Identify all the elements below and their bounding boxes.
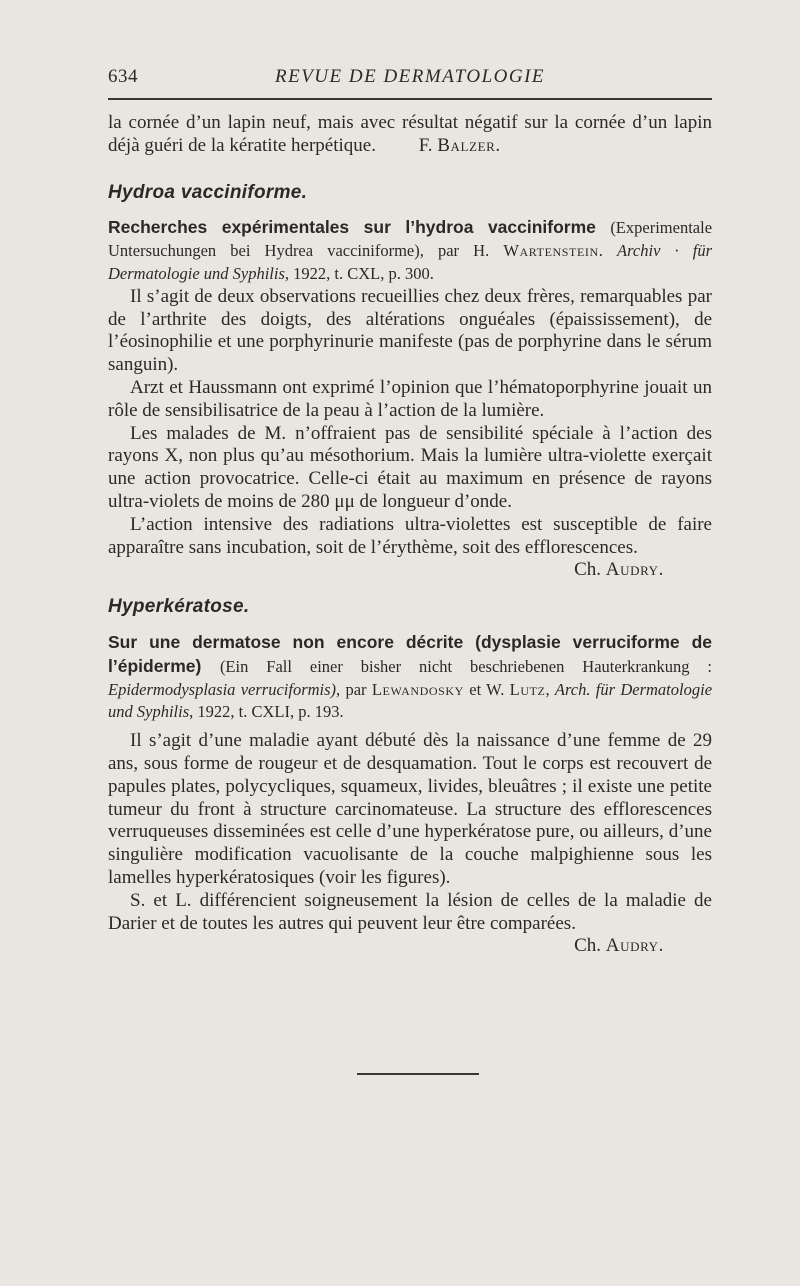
reference-paragraph bbox=[108, 631, 712, 724]
article-author: Wartenstein bbox=[503, 241, 599, 261]
paragraph: Il s’agit de deux observations recueillies chez deux frères, remarquables par de l’arthrite des doigts, des altérations onguéales (épaississement), de l’éosinophilie et une porphyrinurie manifeste (pas de porphyrine dans le sérum sanguin). bbox=[108, 285, 712, 376]
ref-dot: . bbox=[598, 241, 618, 261]
article-translation: (Experimentale Untersuchungen bei Hydrea vacciniforme), bbox=[108, 218, 713, 261]
signature bbox=[108, 559, 712, 582]
signature-name: Audry. bbox=[605, 935, 664, 957]
article-author-2: Lutz bbox=[509, 679, 546, 699]
article-author-1: Lewandosky bbox=[371, 679, 464, 699]
journal-details: , 1922, t. CXLI, p. 193. bbox=[189, 702, 344, 722]
article-body bbox=[108, 112, 712, 958]
signature-name: Audry. bbox=[605, 559, 664, 581]
header-rule bbox=[108, 98, 712, 100]
signature-initial: Ch. bbox=[574, 559, 602, 581]
paragraph: Il s’agit d’une maladie ayant débuté dès la naissance d’une femme de 29 ans, sous forme de rougeur et de desquamation. Tout le corps est recouvert de papules plates, polycycliques, squameux, livides, bleuâtres ; il existe une petite tumeur du front à structure carcinomateuse. La structure des efflorescences verruqueuses disseminées est celle d’une hyperkératose pure, ou ailleurs, d’une singulière modification vacuolisante de la couche malpighienne sous les lamelles hyperkératosiques (voir les figures). bbox=[108, 730, 712, 888]
continued-paragraph bbox=[108, 112, 712, 158]
journal-name: Arch. für Dermatologie und Syphilis bbox=[108, 679, 713, 722]
article-subtitle: Epidermodysplasia verruciformis) bbox=[108, 679, 337, 699]
signature bbox=[108, 935, 712, 958]
ref-par: , par bbox=[336, 679, 372, 699]
ref-comma: , bbox=[545, 679, 555, 699]
signature-initial: Ch. bbox=[574, 935, 602, 957]
article-title: Sur une dermatose non encore décrite (dysplasie verruciforme de l’épiderme) bbox=[108, 631, 712, 676]
paragraph: Les malades de M. n’offraient pas de sensibilité spéciale à l’action des rayons X, non plus qu’au mésothorium. Mais la lumière ultra-violette exerçait une action provocatrice. Celle-ci était au maximum en présence de rayons ultra-violets de moins de 280 μμ de longueur d’onde. bbox=[108, 422, 712, 512]
reference-paragraph bbox=[108, 216, 712, 285]
article-title: Recherches expérimentales sur l’hydroa vacciniforme bbox=[108, 217, 596, 238]
paragraph: L’action intensive des radiations ultra-violettes est susceptible de faire apparaître sans incubation, soit de l’érythème, soit des efflorescences. bbox=[108, 513, 712, 558]
page-number: 634 bbox=[108, 66, 138, 87]
ref-and: et W. bbox=[463, 679, 510, 699]
paragraph: S. et L. différencient soigneusement la lésion de celles de la maladie de Darier et de toutes les autres qui peuvent leur être comparées. bbox=[108, 889, 712, 934]
paragraph: Arzt et Haussmann ont exprimé l’opinion que l’hématoporphyrine jouait un rôle de sensibilisatrice de la peau à l’action de la lumière. bbox=[108, 376, 712, 421]
continued-text: la cornée d’un lapin neuf, mais avec résultat négatif sur la cornée d’un lapin déjà guéri de la kératite herpétique. bbox=[108, 112, 712, 156]
journal-name: Archiv · für Dermatologie und Syphilis bbox=[108, 241, 713, 283]
article-translation: (Ein Fall einer bisher nicht beschriebenen Hauterkrankung : bbox=[219, 656, 713, 676]
signature-name: Balzer. bbox=[437, 134, 501, 156]
signature-initial: F. bbox=[418, 134, 433, 156]
section-heading-hydroa: Hydroa vacciniforme. bbox=[108, 181, 308, 203]
journal-details: , 1922, t. CXL, p. 300. bbox=[284, 263, 434, 283]
section-heading-hyperkeratose: Hyperkératose. bbox=[108, 596, 250, 618]
end-rule bbox=[357, 1073, 479, 1075]
running-header bbox=[108, 66, 712, 92]
journal-title: REVUE DE DERMATOLOGIE bbox=[274, 66, 546, 87]
ref-par: par H. bbox=[437, 241, 504, 261]
